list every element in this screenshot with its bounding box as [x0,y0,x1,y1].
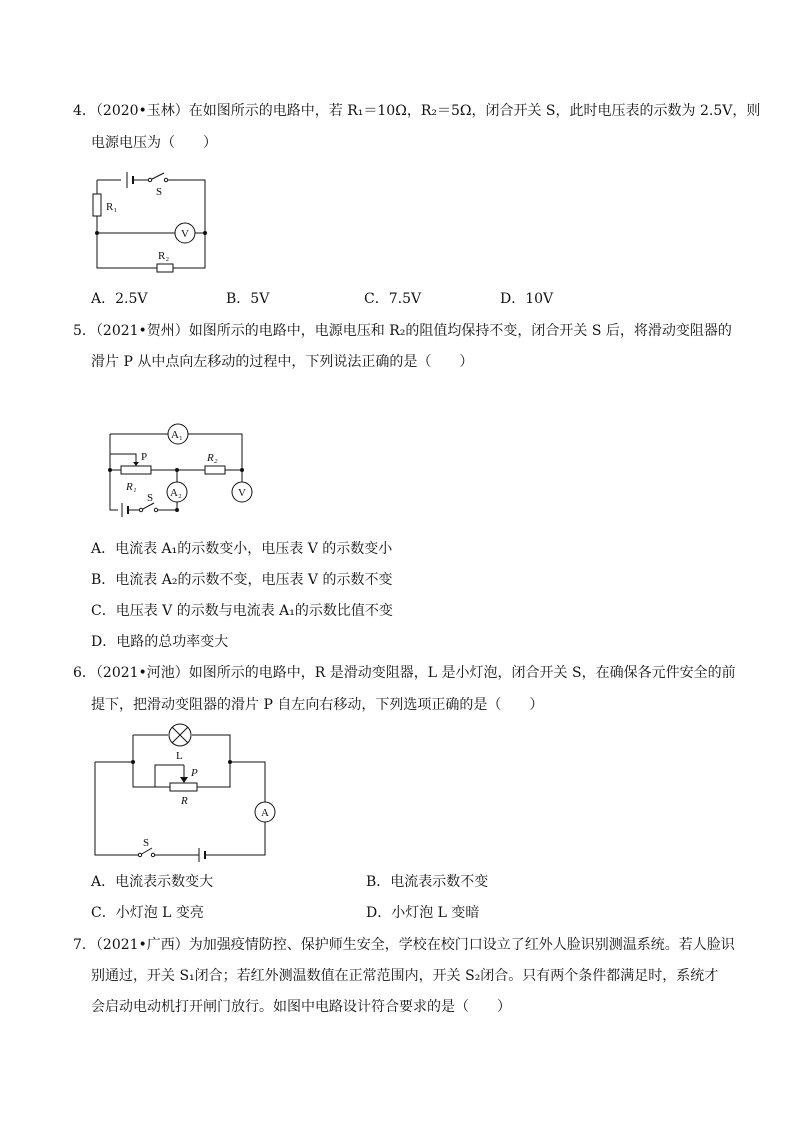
q4-option-b[interactable]: B．5V [226,291,270,307]
q6-r-label: R [181,795,188,807]
q6-option-a[interactable]: A．电流表示数变大 [91,874,214,890]
q4-stem-line2: 电源电压为（ ） [91,135,217,151]
q6-switch-label: S [143,837,150,849]
q4-option-a[interactable]: A．2.5V [91,291,148,307]
q5-a1-label: A₁ [171,429,183,441]
q5-option-a[interactable]: A．电流表 A₁的示数变小，电压表 V 的示数变小 [91,541,393,557]
q4-r2-label: R₂ [158,250,170,262]
q4-option-c[interactable]: C．7.5V [364,291,422,307]
q6-stem-line1: 6．（2021•河池）如图所示的电路中，R 是滑动变阻器，L 是小灯泡，闭合开关 S，在确保各元件安全的前 [73,665,736,681]
q6-option-d[interactable]: D．小灯泡 L 变暗 [366,905,480,921]
q6-p-label: P [191,767,198,779]
q5-a2-label: A₂ [170,487,182,499]
q6-slider-p-arrow [180,777,188,783]
q5-option-c[interactable]: C．电压表 V 的示数与电流表 A₁的示数比值不变 [91,603,393,619]
q4-r1-label: R₁ [106,201,118,213]
q5-stem-line1: 5．（2021•贺州）如图所示的电路中，电源电压和 R₂的阻值均保持不变，闭合开关 S 后，将滑动变阻器的 [73,323,732,339]
q6-option-b[interactable]: B．电流表示数不变 [366,874,489,890]
q4-option-d[interactable]: D．10V [500,291,554,307]
q7-stem-line1: 7．（2021•广西）为加强疫情防控、保护师生安全，学校在校门口设立了红外人脸识别测温系统。若人脸识 [73,937,735,953]
q5-switch-label: S [147,492,154,504]
q5-voltmeter-label: V [238,487,246,499]
q5-p-label: P [141,451,148,463]
q7-stem-line2: 别通过，开关 S₁闭合；若红外测温数值在正常范围内，开关 S₂闭合。只有两个条件都满足时，系统才 [91,968,719,984]
q4-switch-label: S [156,186,163,198]
q6-lamp-label: L [176,750,183,762]
q6-stem-line2: 提下，把滑动变阻器的滑片 P 自左向右移动，下列选项正确的是（ ） [91,697,544,713]
q4-stem-line1: 4．（2020•玉林）在如图所示的电路中，若 R₁＝10Ω，R₂＝5Ω，闭合开关 S，此时电压表的示数为 2.5V，则 [73,103,761,119]
q5-stem-line2: 滑片 P 从中点向左移动的过程中，下列说法正确的是（ ） [91,354,474,370]
q6-option-c[interactable]: C．小灯泡 L 变亮 [91,905,204,921]
q6-ammeter-label: A [261,807,269,819]
q4-voltmeter-label: V [181,228,189,240]
q5-option-b[interactable]: B．电流表 A₂的示数不变，电压表 V 的示数不变 [91,572,393,588]
q5-r2-label: R₂ [207,452,218,464]
q5-option-d[interactable]: D．电路的总功率变大 [91,634,229,650]
q5-r1-label: R₁ [126,481,137,493]
q7-stem-line3: 会启动电动机打开闸门放行。如图中电路设计符合要求的是（ ） [91,999,511,1015]
q6-rheostat-r [170,783,197,791]
